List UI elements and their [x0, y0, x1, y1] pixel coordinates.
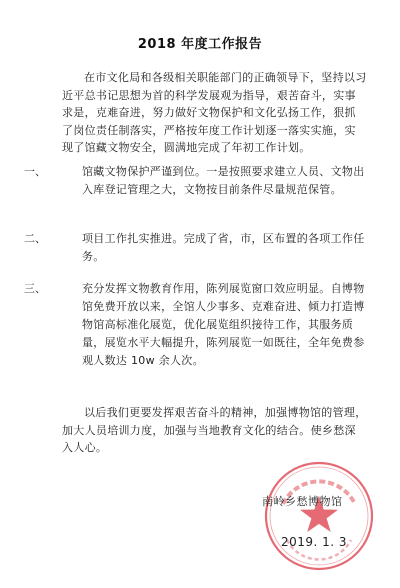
signature-date: 2019. 1. 3: [281, 535, 348, 549]
intro-paragraph: [62, 69, 367, 157]
document-title: 2018 年度工作报告: [137, 37, 263, 52]
intro-text: 在市文化局和各级相关职能部门的正确领导下，坚持以习近平总书记思想为首的科学发展观为指导，艰苦奋斗，实事求是，克难奋进，努力做好文物保护和文化弘扬工作，狠抓了岗位责任制落实，严格按年度工作计划逐一落实实施，实现了馆藏文物安全，圆满地完成了年初工作计划。: [62, 71, 367, 154]
item-3-number: 三、: [24, 282, 46, 295]
signature-institution: 南岭乡愁博物馆: [262, 495, 343, 508]
item-1-text: 馆藏文物保护严谨到位。一是按照要求建立人员、文物出入库登记管理之大，文物按目前条件尽量规范保管。: [82, 165, 365, 196]
item-2-number: 二、: [24, 232, 46, 245]
item-3-text: 充分发挥文物教育作用，陈列展览窗口效应明显。自博物馆免费开放以来，全馆人少事多、克难奋进、倾力打造博物馆高标准化展览，优化展览组织接待工作，其服务质量，展览水平大幅提升，陈列展览一如既往，全年免费参观人数达 10w 余人次。: [82, 282, 365, 367]
item-2-text: 项目工作扎实推进。完成了省，市，区布置的各项工作任务。: [82, 232, 365, 263]
item-1-number: 一、: [24, 165, 46, 178]
official-seal: [263, 460, 375, 572]
closing-text: 以后我们更要发挥艰苦奋斗的精神，加强博物馆的管理，加大人员培训力度，加强与当地教育文化的结合。使乡愁深入人心。: [62, 406, 367, 454]
closing-paragraph: [62, 404, 367, 457]
